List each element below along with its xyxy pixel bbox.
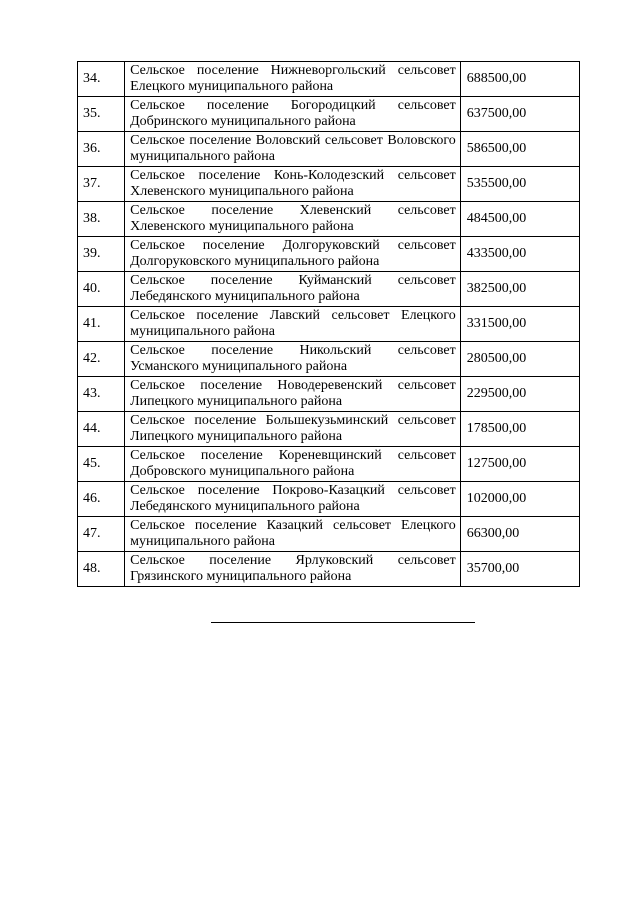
settlement-name: Сельское поселение Кореневщинский сельсовет Добровского муниципального района — [125, 447, 461, 482]
settlement-name: Сельское поселение Конь-Колодезский сельсовет Хлевенского муниципального района — [125, 167, 461, 202]
amount: 484500,00 — [460, 202, 579, 237]
settlement-name: Сельское поселение Никольский сельсовет Усманского муниципального района — [125, 342, 461, 377]
settlement-name: Сельское поселение Большекузьминский сельсовет Липецкого муниципального района — [125, 412, 461, 447]
table-row — [78, 342, 580, 377]
table-row — [78, 272, 580, 307]
table-row — [78, 97, 580, 132]
amount: 66300,00 — [460, 517, 579, 552]
amount: 331500,00 — [460, 307, 579, 342]
settlement-name: Сельское поселение Лавский сельсовет Елецкого муниципального района — [125, 307, 461, 342]
amount: 229500,00 — [460, 377, 579, 412]
table-row — [78, 482, 580, 517]
table-row — [78, 202, 580, 237]
settlement-name: Сельское поселение Ярлуковский сельсовет Грязинского муниципального района — [125, 552, 461, 587]
row-number: 41. — [78, 307, 125, 342]
amount: 637500,00 — [460, 97, 579, 132]
row-number: 45. — [78, 447, 125, 482]
row-number: 43. — [78, 377, 125, 412]
end-of-document-line — [211, 622, 475, 623]
amount: 127500,00 — [460, 447, 579, 482]
amount: 586500,00 — [460, 132, 579, 167]
settlement-name: Сельское поселение Богородицкий сельсовет Добринского муниципального района — [125, 97, 461, 132]
row-number: 34. — [78, 62, 125, 97]
settlement-name: Сельское поселение Долгоруковский сельсовет Долгоруковского муниципального района — [125, 237, 461, 272]
settlement-name: Сельское поселение Нижневоргольский сельсовет Елецкого муниципального района — [125, 62, 461, 97]
table-row — [78, 237, 580, 272]
row-number: 40. — [78, 272, 125, 307]
row-number: 36. — [78, 132, 125, 167]
amount: 535500,00 — [460, 167, 579, 202]
settlement-name: Сельское поселение Воловский сельсовет Воловского муниципального района — [125, 132, 461, 167]
amount: 35700,00 — [460, 552, 579, 587]
table-row — [78, 132, 580, 167]
row-number: 42. — [78, 342, 125, 377]
settlement-name: Сельское поселение Хлевенский сельсовет Хлевенского муниципального района — [125, 202, 461, 237]
row-number: 46. — [78, 482, 125, 517]
settlement-name: Сельское поселение Казацкий сельсовет Елецкого муниципального района — [125, 517, 461, 552]
row-number: 39. — [78, 237, 125, 272]
row-number: 38. — [78, 202, 125, 237]
settlement-name: Сельское поселение Новодеревенский сельсовет Липецкого муниципального района — [125, 377, 461, 412]
amount: 688500,00 — [460, 62, 579, 97]
table-row — [78, 307, 580, 342]
amount: 382500,00 — [460, 272, 579, 307]
table-row — [78, 517, 580, 552]
row-number: 37. — [78, 167, 125, 202]
row-number: 44. — [78, 412, 125, 447]
row-number: 48. — [78, 552, 125, 587]
table-row — [78, 377, 580, 412]
amount: 178500,00 — [460, 412, 579, 447]
table-row — [78, 167, 580, 202]
table-row — [78, 62, 580, 97]
row-number: 47. — [78, 517, 125, 552]
table-row — [78, 412, 580, 447]
table-row — [78, 447, 580, 482]
settlement-name: Сельское поселение Куйманский сельсовет Лебедянского муниципального района — [125, 272, 461, 307]
amount: 433500,00 — [460, 237, 579, 272]
amount: 102000,00 — [460, 482, 579, 517]
settlement-name: Сельское поселение Покрово-Казацкий сельсовет Лебедянского муниципального района — [125, 482, 461, 517]
allocation-table — [77, 61, 580, 587]
amount: 280500,00 — [460, 342, 579, 377]
table-row — [78, 552, 580, 587]
row-number: 35. — [78, 97, 125, 132]
